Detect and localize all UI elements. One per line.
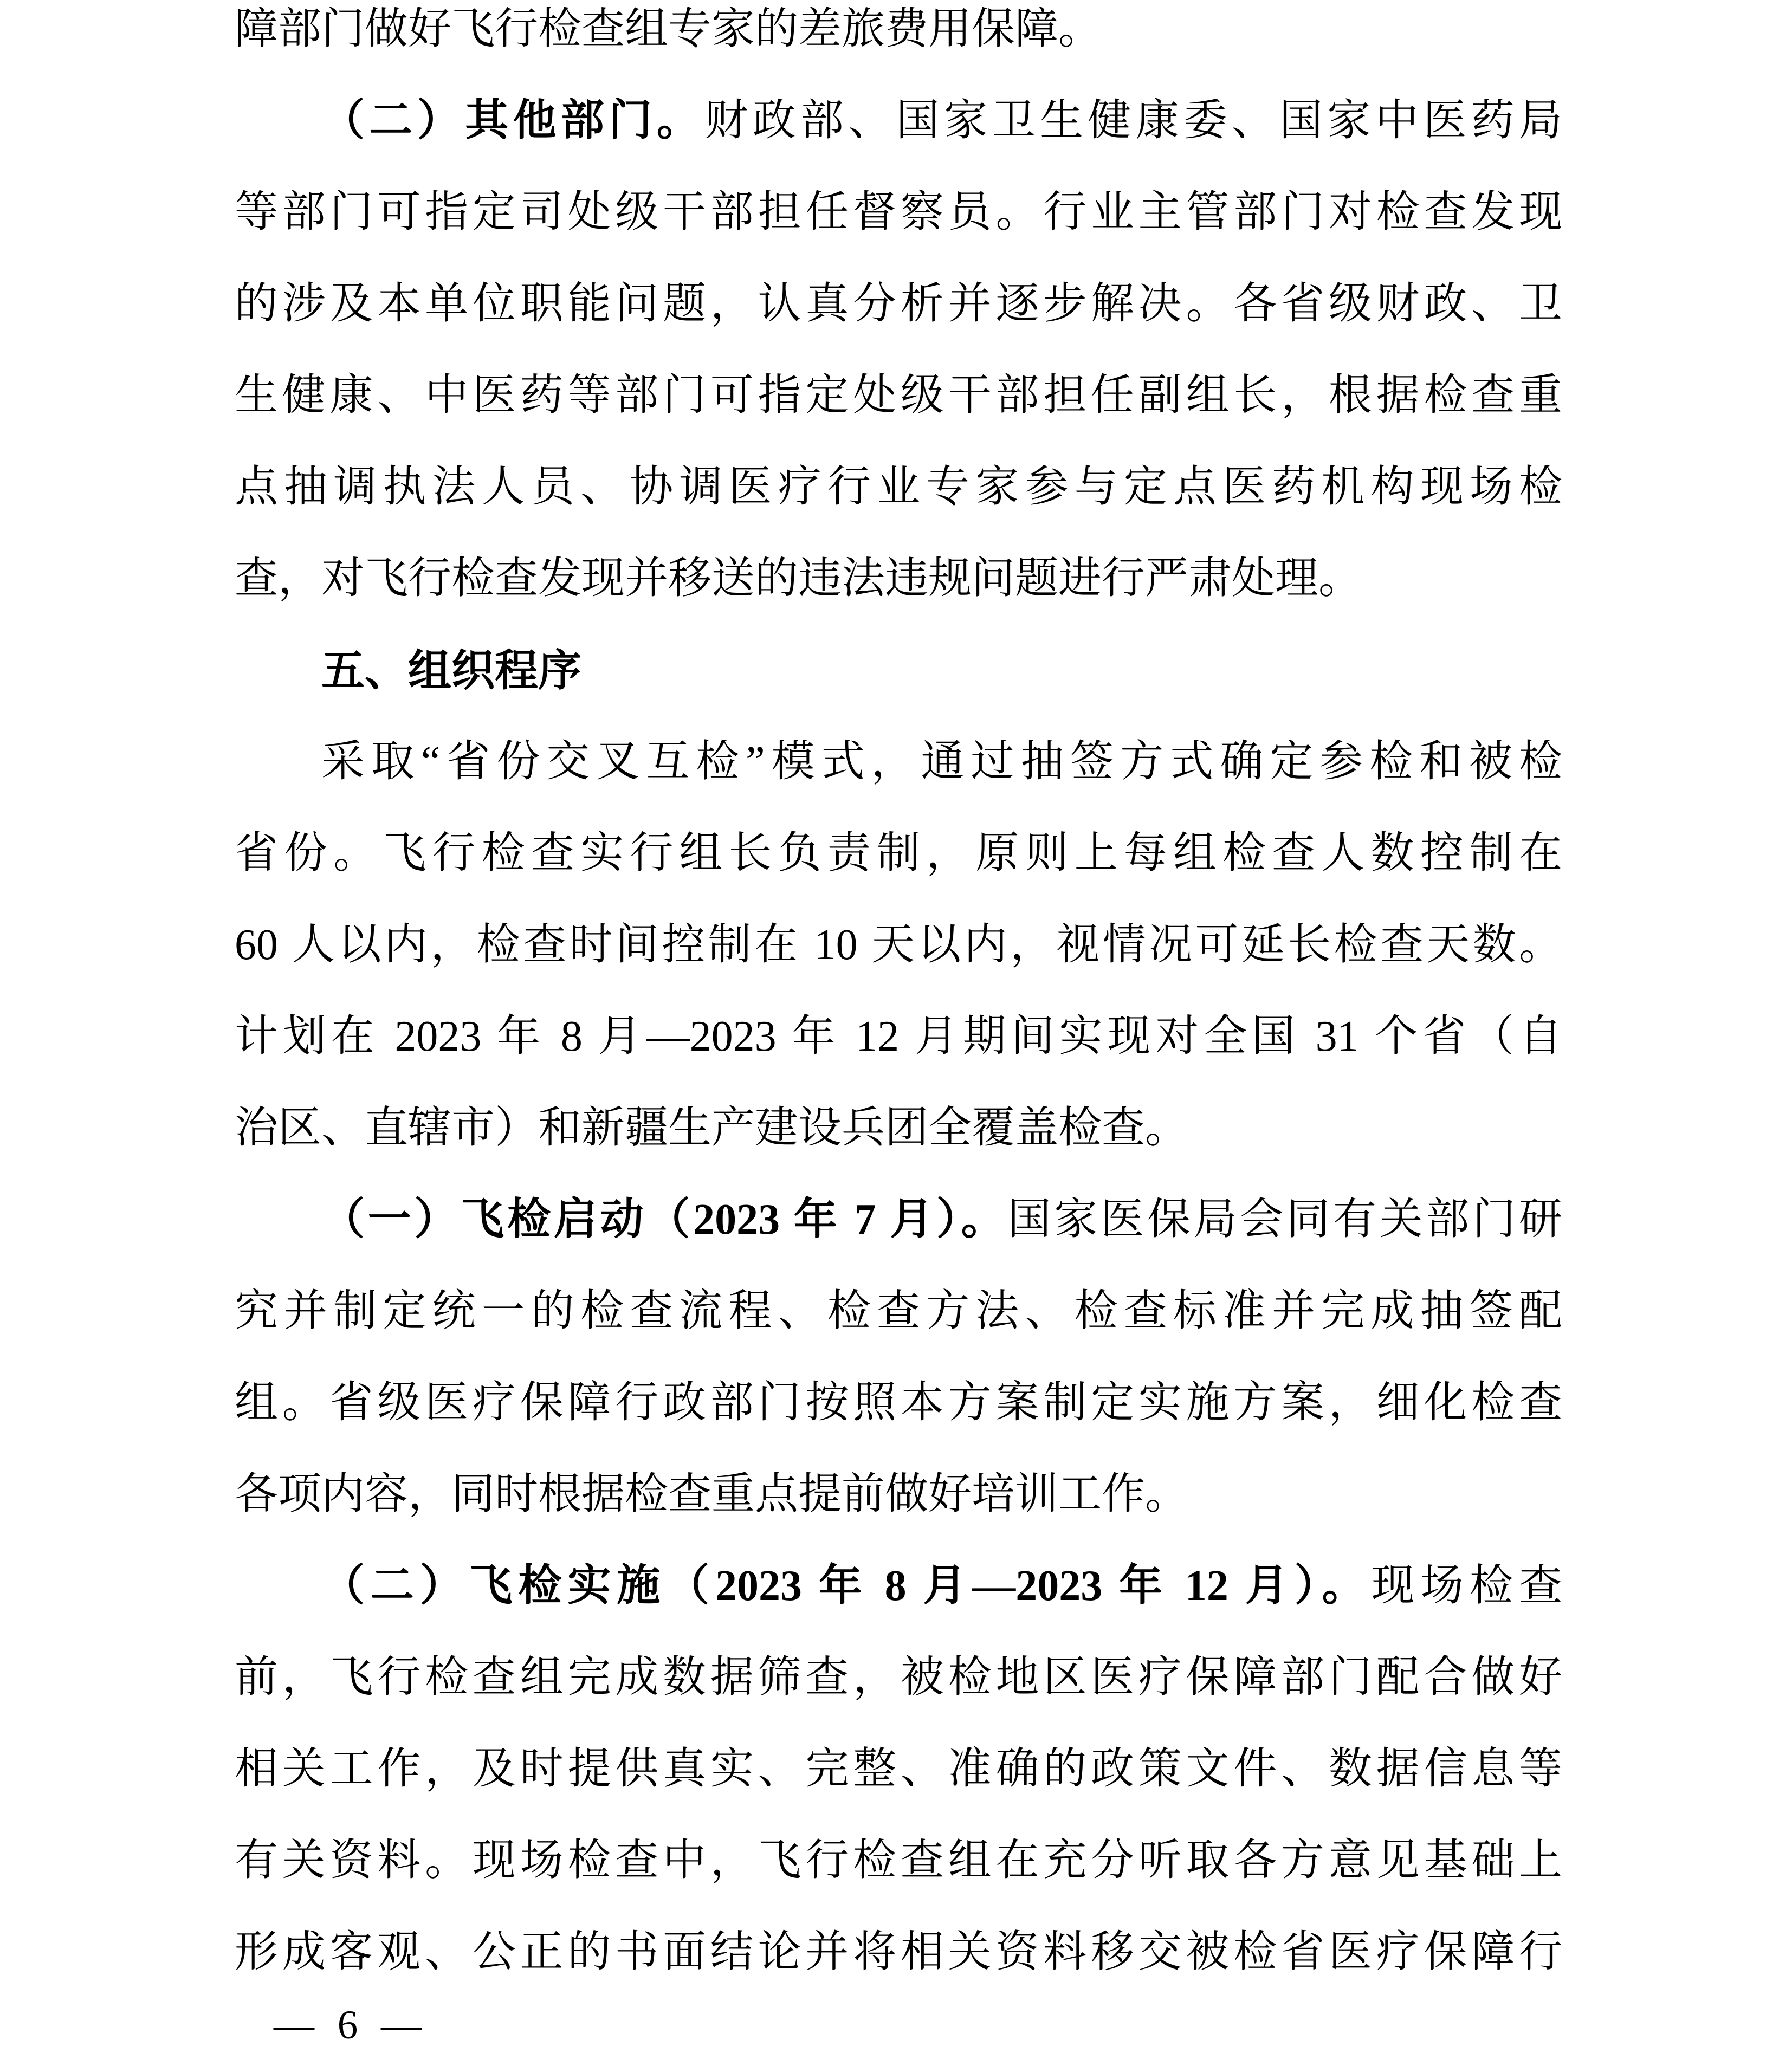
body-text: 组。省级医疗保障行政部门按照本方案制定实施方案，细化检查 bbox=[235, 1379, 1562, 1427]
body-text: 的涉及本单位职能问题，认真分析并逐步解决。各省级财政、卫 bbox=[235, 280, 1562, 328]
body-text: 相关工作，及时提供真实、完整、准确的政策文件、数据信息等 bbox=[235, 1745, 1562, 1793]
text-line bbox=[235, 258, 1562, 350]
text-line bbox=[235, 1632, 1562, 1724]
document-body bbox=[235, 0, 1562, 1998]
text-line bbox=[235, 1815, 1562, 1907]
text-line bbox=[235, 1266, 1562, 1357]
text-line bbox=[235, 1357, 1562, 1449]
text-line bbox=[235, 167, 1562, 258]
subheading-text: （一）飞检启动（2023 年 7 月）。 bbox=[321, 1196, 1008, 1244]
body-text: 前，飞行检查组完成数据筛查，被检地区医疗保障部门配合做好 bbox=[235, 1654, 1562, 1701]
text-line bbox=[235, 350, 1562, 442]
text-line bbox=[235, 899, 1562, 991]
subheading-text: （二）飞检实施（2023 年 8 月—2023 年 12 月）。 bbox=[321, 1562, 1372, 1610]
body-text: 各项内容，同时根据检查重点提前做好培训工作。 bbox=[235, 1471, 1188, 1518]
subheading-text: （二）其他部门。 bbox=[321, 97, 705, 145]
body-text: 60 人以内，检查时间控制在 10 天以内，视情况可延长检查天数。 bbox=[235, 921, 1562, 969]
body-text: 究并制定统一的检查流程、检查方法、检查标准并完成抽签配 bbox=[235, 1287, 1562, 1335]
body-text: 查，对飞行检查发现并移送的违法违规问题进行严肃处理。 bbox=[235, 555, 1362, 603]
body-text: 采取“省份交叉互检”模式，通过抽签方式确定参检和被检 bbox=[321, 738, 1562, 786]
text-line bbox=[235, 1449, 1562, 1540]
text-line bbox=[235, 1724, 1562, 1815]
text-line bbox=[235, 1083, 1562, 1174]
text-line bbox=[235, 75, 1562, 167]
text-line bbox=[235, 716, 1562, 808]
body-text: 治区、直辖市）和新疆生产建设兵团全覆盖检查。 bbox=[235, 1104, 1188, 1152]
body-text: 有关资料。现场检查中，飞行检查组在充分听取各方意见基础上 bbox=[235, 1837, 1562, 1884]
body-text: 障部门做好飞行检查组专家的差旅费用保障。 bbox=[235, 5, 1102, 53]
text-line bbox=[235, 533, 1562, 625]
text-line bbox=[235, 1907, 1562, 1998]
section-heading-text: 五、组织程序 bbox=[321, 646, 581, 695]
text-line bbox=[235, 1540, 1562, 1632]
body-text: 现场检查 bbox=[1371, 1562, 1562, 1610]
text-line bbox=[235, 991, 1562, 1083]
text-line bbox=[235, 0, 1562, 75]
body-text: 生健康、中医药等部门可指定处级干部担任副组长，根据检查重 bbox=[235, 372, 1562, 419]
body-text: 点抽调执法人员、协调医疗行业专家参与定点医药机构现场检 bbox=[235, 463, 1562, 511]
page-number: — 6 — bbox=[274, 2003, 422, 2048]
body-text: 等部门可指定司处级干部担任督察员。行业主管部门对检查发现 bbox=[235, 189, 1562, 236]
body-text: 省份。飞行检查实行组长负责制，原则上每组检查人数控制在 bbox=[235, 830, 1562, 877]
text-line bbox=[235, 808, 1562, 899]
body-text: 形成客观、公正的书面结论并将相关资料移交被检省医疗保障行 bbox=[235, 1928, 1562, 1976]
body-text: 财政部、国家卫生健康委、国家中医药局 bbox=[704, 97, 1563, 145]
body-text: 计划在 2023 年 8 月—2023 年 12 月期间实现对全国 31 个省（自 bbox=[235, 1013, 1562, 1060]
text-line bbox=[235, 1174, 1562, 1266]
text-line bbox=[235, 625, 1562, 716]
body-text: 国家医保局会同有关部门研 bbox=[1007, 1196, 1563, 1244]
text-line bbox=[235, 442, 1562, 533]
